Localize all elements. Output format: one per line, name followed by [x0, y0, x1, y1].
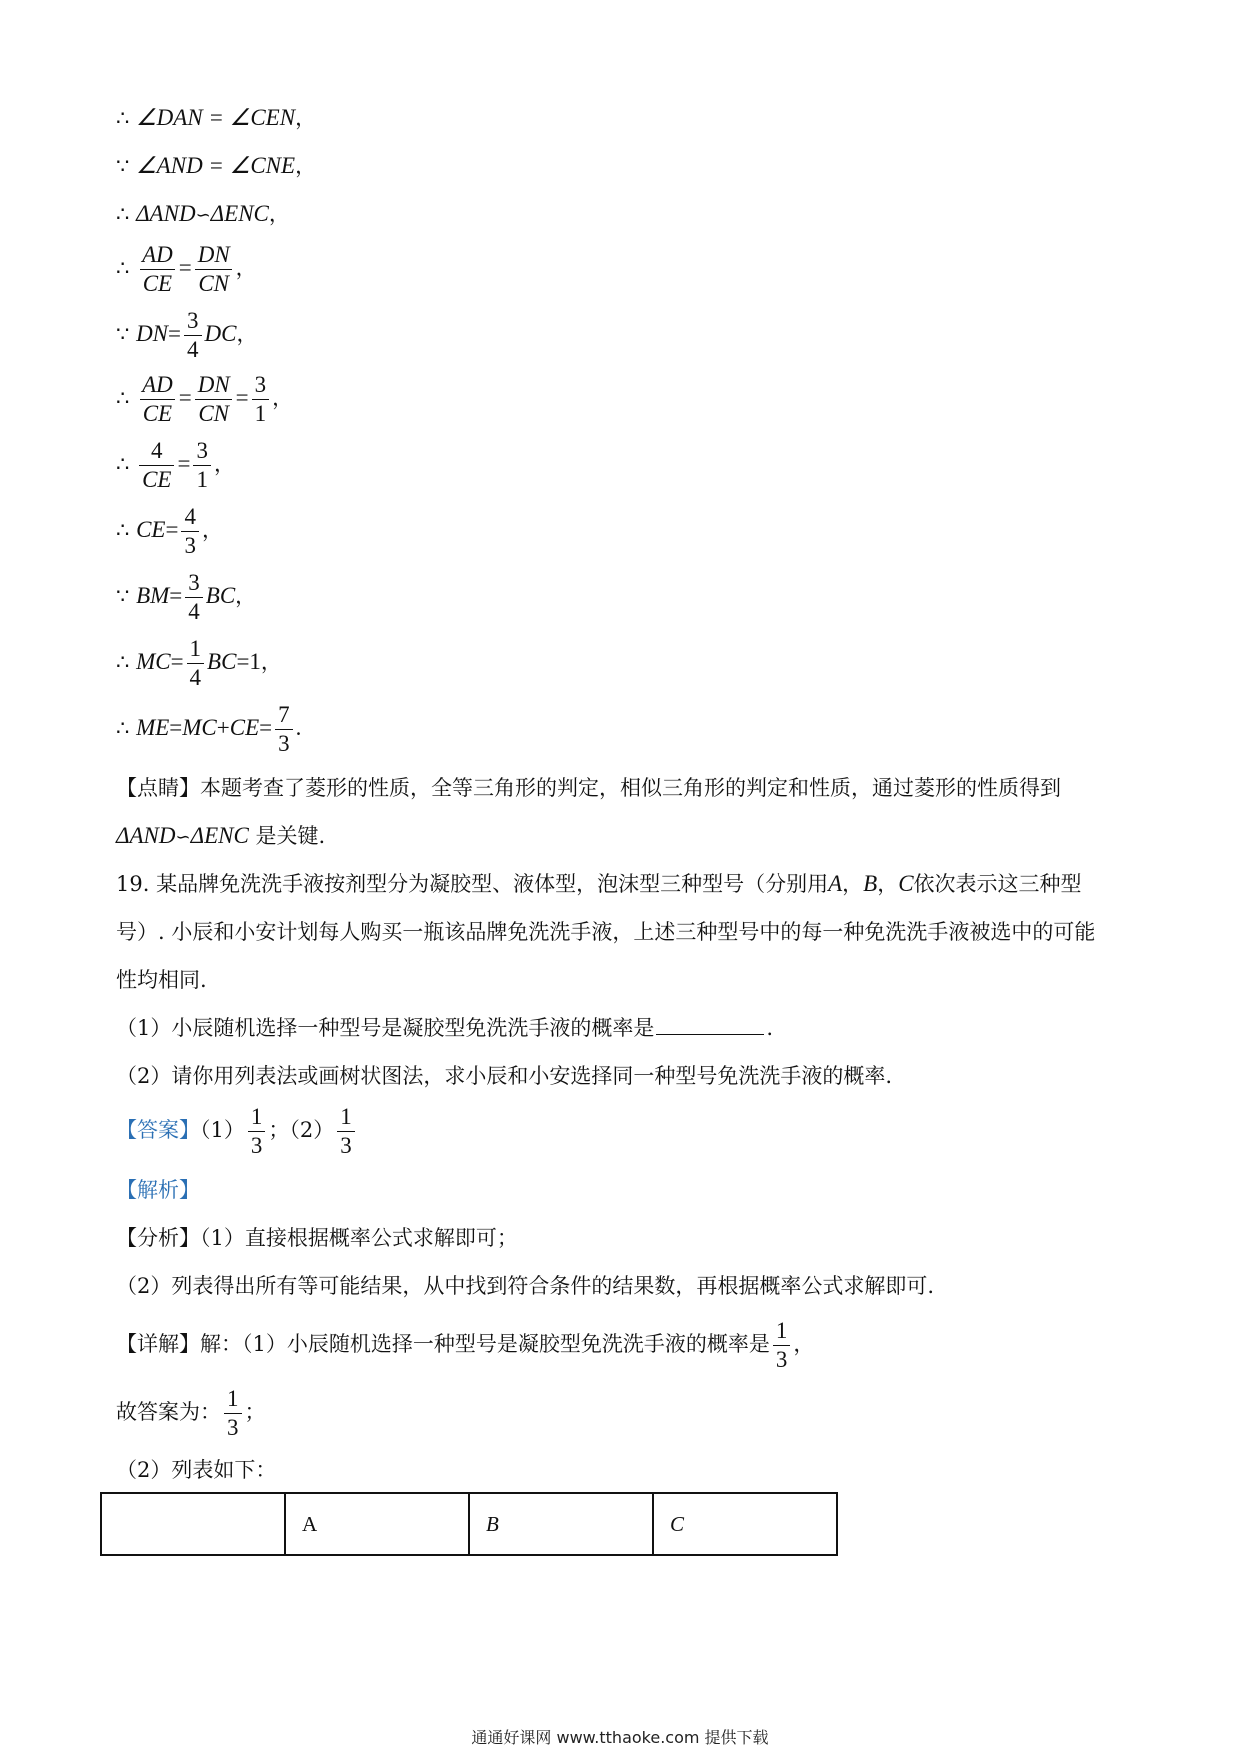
problem-19-line-1: 19. 某品牌免洗洗手液按剂型分为凝胶型、液体型，泡沫型三种型号（分别用A，B，C依次表示这三种型	[116, 871, 1082, 896]
detail-line-1: 【详解】解：（1）小辰随机选择一种型号是凝胶型免洗洗手液的概率是 $\frac{1}{3}$ ，	[116, 1318, 815, 1372]
math-expr: ∠AND = ∠CNE	[136, 153, 296, 178]
detail-line-3: （2）列表如下：	[116, 1458, 277, 1482]
step-ratio-1: ∴ $\frac{AD}{CE}$ = $\frac{DN}{CN}$ ，	[116, 242, 257, 296]
fraction: $\frac{3}{4}$	[184, 308, 202, 363]
therefore-symbol: ∴	[116, 518, 130, 542]
probability-table	[100, 1492, 838, 1556]
math-expr: ∠DAN = ∠CEN	[136, 105, 296, 130]
dianjing-line-1: 【点睛】本题考查了菱形的性质，全等三角形的判定，相似三角形的判定和性质，通过菱形的性质得到	[116, 776, 1061, 800]
therefore-symbol: ∴	[116, 716, 130, 740]
therefore-symbol: ∴	[116, 386, 130, 410]
detail-line-2: 故答案为： $\frac{1}{3}$ ；	[116, 1386, 266, 1440]
step-angle-and-cne	[116, 152, 316, 180]
similar-symbol: ∽	[195, 205, 211, 226]
therefore-symbol: ∴	[116, 650, 130, 674]
fraction: $\frac{DN}{CN}$	[195, 242, 233, 297]
fraction: $\frac{3}{1}$	[193, 438, 211, 493]
problem-19-line-2: 号）. 小辰和小安计划每人购买一瓶该品牌免洗洗手液，上述三种型号中的每一种免洗洗手液被选中的可能	[116, 920, 1096, 944]
fraction: $\frac{7}{3}$	[275, 702, 293, 757]
fraction: $\frac{3}{1}$	[252, 372, 270, 427]
question-1: （1）小辰随机选择一种型号是凝胶型免洗洗手液的概率是 .	[116, 1016, 774, 1040]
fraction: $\frac{1}{3}$	[337, 1104, 355, 1159]
table-cell: A	[285, 1493, 469, 1555]
step-angle-dan-cen	[116, 104, 316, 132]
fraction: $\frac{AD}{CE}$	[139, 372, 176, 427]
answer-line: 【答案】（1） $\frac{1}{3}$ ；（2） $\frac{1}{3}$	[116, 1104, 358, 1159]
table-row	[101, 1493, 837, 1555]
because-symbol: ∵	[116, 584, 130, 608]
math-expr: ΔAND	[136, 201, 196, 226]
therefore-symbol: ∴	[116, 106, 130, 130]
step-mc-value: ∴ MC= $\frac{1}{4}$ BC=1，	[116, 636, 282, 690]
fraction: $\frac{AD}{CE}$	[139, 242, 176, 297]
answer-tag: 【答案】	[116, 1118, 200, 1142]
analysis-tag: 【解析】	[116, 1178, 200, 1202]
dianjing-line-2: ΔAND∽ΔENC 是关键.	[116, 823, 326, 848]
punct: ，	[268, 202, 290, 226]
therefore-symbol: ∴	[116, 452, 130, 476]
punct: ，	[295, 154, 317, 178]
fraction: $\frac{3}{4}$	[185, 570, 203, 625]
fraction: $\frac{4}{3}$	[181, 504, 199, 559]
table-cell: B	[469, 1493, 653, 1555]
table-cell: C	[653, 1493, 837, 1555]
fraction: $\frac{1}{3}$	[248, 1104, 266, 1159]
therefore-symbol: ∴	[116, 202, 130, 226]
punct: ，	[295, 106, 317, 130]
fenxi-line-1: 【分析】（1）直接根据概率公式求解即可；	[116, 1226, 518, 1250]
therefore-symbol: ∴	[116, 256, 130, 280]
step-bm-value: ∵ BM= $\frac{3}{4}$ BC，	[116, 570, 257, 624]
fraction: $\frac{1}{3}$	[773, 1318, 791, 1373]
step-ratio-3: ∴ $\frac{4}{CE}$ = $\frac{3}{1}$ ，	[116, 438, 235, 492]
fraction: $\frac{1}{3}$	[224, 1386, 242, 1441]
answer-blank	[656, 1014, 764, 1035]
page-footer: 通通好课网 www.tthaoke.com 提供下载	[471, 1728, 769, 1747]
fenxi-line-2: （2）列表得出所有等可能结果，从中找到符合条件的结果数，再根据概率公式求解即可.	[116, 1274, 935, 1298]
step-me-value: ∴ ME=MC+CE= $\frac{7}{3}$ .	[116, 702, 302, 756]
math-expr: ΔENC	[210, 201, 269, 226]
question-2: （2）请你用列表法或画树状图法，求小辰和小安选择同一种型号免洗洗手液的概率.	[116, 1064, 893, 1088]
step-similar-triangles	[116, 200, 290, 230]
step-ratio-2: ∴ $\frac{AD}{CE}$ = $\frac{DN}{CN}$ = $\frac{3}{1}$ ，	[116, 372, 294, 426]
because-symbol: ∵	[116, 154, 130, 178]
table-cell	[101, 1493, 285, 1555]
because-symbol: ∵	[116, 322, 130, 346]
step-ce-value: ∴ CE= $\frac{4}{3}$ ，	[116, 504, 223, 558]
fraction: $\frac{DN}{CN}$	[195, 372, 233, 427]
problem-19-line-3: 性均相同.	[116, 968, 207, 992]
step-dn-value: ∵ DN= $\frac{3}{4}$ DC，	[116, 308, 258, 362]
fraction: $\frac{4}{CE}$	[139, 438, 174, 493]
fraction: $\frac{1}{4}$	[187, 636, 205, 691]
